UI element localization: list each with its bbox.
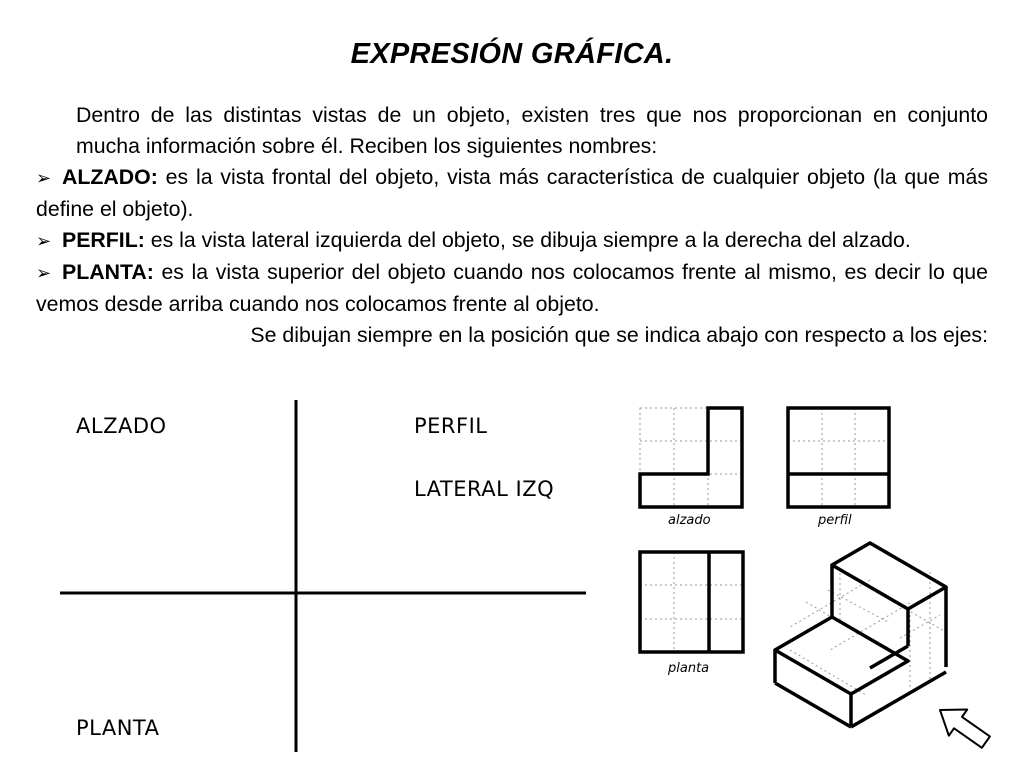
arrowhead-bullet-icon: ➢ <box>36 231 52 251</box>
definition-perfil: es la vista lateral izquierda del objeto, se dibuja siempre a la derecha del alzado. <box>144 228 911 252</box>
perfil-view <box>788 408 889 507</box>
axis-label-perfil: PERFIL <box>414 414 488 438</box>
arrowhead-bullet-icon: ➢ <box>36 168 52 188</box>
term-alzado: ALZADO: <box>62 165 158 189</box>
intro-paragraph: Dentro de las distintas vistas de un objeto, existen tres que nos proporcionan en conjunto mucha información sobre él. Reciben los siguientes nombres: <box>76 103 988 158</box>
page-title: EXPRESIÓN GRÁFICA. <box>350 38 674 70</box>
arrowhead-bullet-icon: ➢ <box>36 263 52 283</box>
caption-alzado: alzado <box>668 513 711 528</box>
axis-label-planta: PLANTA <box>76 716 160 740</box>
isometric-object <box>775 543 946 727</box>
caption-planta: planta <box>668 661 710 676</box>
definition-planta: es la vista superior del objeto cuando nos colocamos frente al mismo, es decir lo que vemos desde arriba cuando nos colocamos frente al objeto. <box>36 260 988 316</box>
term-perfil: PERFIL: <box>62 228 145 252</box>
view-direction-arrow-icon <box>931 697 995 755</box>
axis-label-lateral-izq: LATERAL IZQ <box>414 477 555 501</box>
term-planta: PLANTA: <box>62 260 154 284</box>
caption-perfil: perfil <box>818 513 852 528</box>
definition-alzado: es la vista frontal del objeto, vista más característica de cualquier objeto (la que más define el objeto). <box>36 165 988 221</box>
planta-view <box>640 552 743 652</box>
alzado-view <box>640 408 742 507</box>
orthographic-views-figure <box>600 390 1024 768</box>
axis-label-alzado: ALZADO <box>76 414 167 438</box>
closing-paragraph: Se dibujan siempre en la posición que se indica abajo con respecto a los ejes: <box>250 323 988 347</box>
